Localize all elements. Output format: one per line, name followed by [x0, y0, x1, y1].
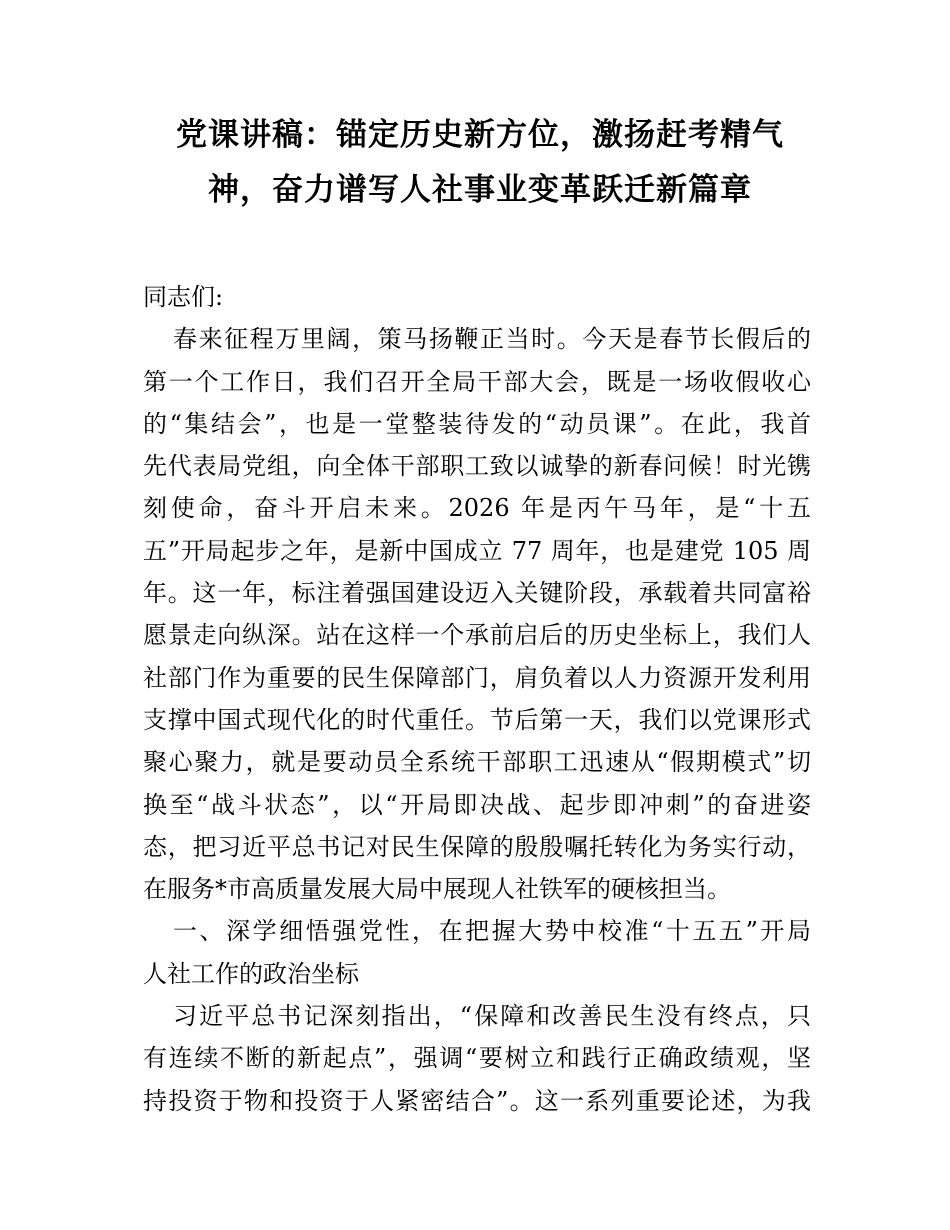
section-heading-1 [143, 910, 811, 995]
paragraph-line: 五”开局起步之年，是新中国成立 77 周年，也是建党 105 周 [143, 536, 811, 565]
paragraph-line: 持投资于物和投资于人紧密结合”。这一系列重要论述，为我 [143, 1086, 811, 1115]
paragraph-line: 先代表局党组，向全体干部职工致以诚挚的新春问候！时光镌 [143, 452, 811, 481]
paragraph-line: 第一个工作日，我们召开全局干部大会，既是一场收假收心 [143, 367, 811, 396]
paragraph-line: 换至“战斗状态”，以“开局即决战、起步即冲刺”的奋进姿 [143, 790, 811, 819]
paragraph-line: 春来征程万里阔，策马扬鞭正当时。今天是春节长假后的 [173, 325, 811, 354]
paragraph-line: 在服务*市高质量发展大局中展现人社铁军的硬核担当。 [143, 875, 731, 904]
salutation: 同志们: [143, 283, 224, 311]
paragraph-line: 年。这一年，标注着强国建设迈入关键阶段，承载着共同富裕 [143, 579, 811, 608]
heading-line: 一、深学细悟强党性，在把握大势中校准“十五五”开局 [173, 917, 811, 946]
paragraph-opening [143, 318, 811, 910]
paragraph-line: 聚心聚力，就是要动员全系统干部职工迅速从“假期模式”切 [143, 748, 811, 777]
paragraph-line: 习近平总书记深刻指出，“保障和改善民生没有终点，只 [173, 1002, 811, 1031]
paragraph-line: 愿景走向纵深。站在这样一个承前启后的历史坐标上，我们人 [143, 621, 811, 650]
paragraph-section-1 [143, 995, 811, 1122]
paragraph-line: 支撑中国式现代化的时代重任。节后第一天，我们以党课形式 [143, 705, 811, 734]
heading-line: 人社工作的政治坐标 [143, 959, 359, 988]
paragraph-line: 刻使命，奋斗开启未来。2026 年是丙午马年，是“十五 [143, 494, 811, 523]
title-line-2: 神，奋力谱写人社事业变革跃迁新篇章 [208, 172, 752, 208]
paragraph-line: 态，把习近平总书记对民生保障的殷殷嘱托转化为务实行动， [143, 832, 811, 861]
paragraph-line: 的“集结会”，也是一堂整装待发的“动员课”。在此，我首 [143, 409, 811, 438]
document-title [140, 108, 820, 218]
document-body [143, 276, 811, 1122]
title-line-1: 党课讲稿：锚定历史新方位，激扬赶考精气 [176, 117, 784, 153]
paragraph-line: 社部门作为重要的民生保障部门，肩负着以人力资源开发利用 [143, 663, 811, 692]
paragraph-line: 有连续不断的新起点”，强调“要树立和践行正确政绩观，坚 [143, 1044, 811, 1073]
